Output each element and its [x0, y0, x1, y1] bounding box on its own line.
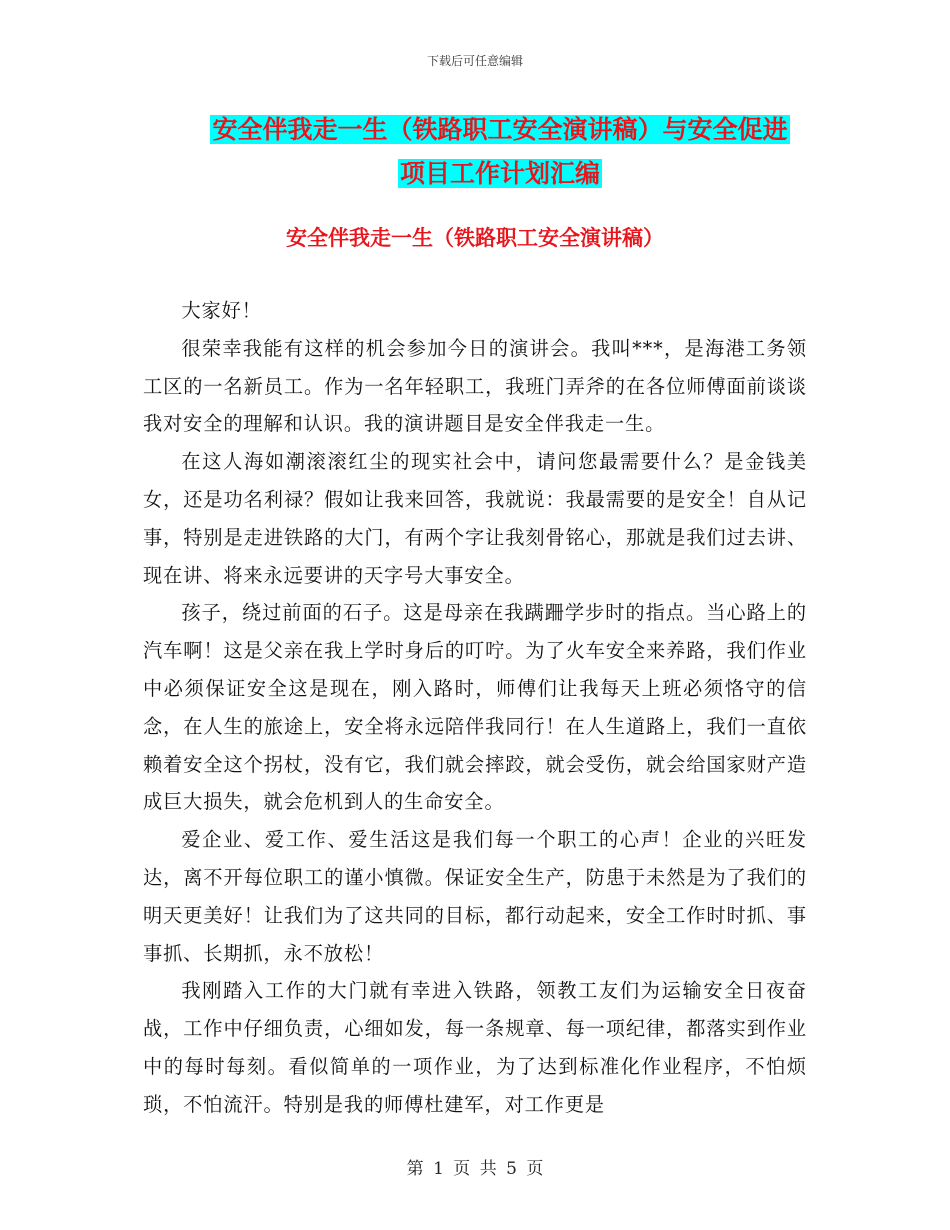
paragraph-introduction: 很荣幸我能有这样的机会参加今日的演讲会。我叫***，是海港工务领工区的一名新员工。作为一名年轻职工，我班门弄斧的在各位师傅面前谈谈我对安全的理解和认识。我的演讲题目是安全伴我走一生。 — [143, 336, 807, 436]
header-note: 下载后可任意编辑 — [426, 54, 523, 68]
document-title-line-2: 项目工作计划汇编 — [399, 159, 600, 188]
document-title-line-1: 安全伴我走一生（铁路职工安全演讲稿）与安全促进 — [212, 115, 788, 144]
paragraph-safety-need: 在这人海如潮滚滚红尘的现实社会中，请问您最需要什么？是金钱美女，还是功名利禄？假如让我来回答，我就说：我最需要的是安全！自从记事，特别是走进铁路的大门，有两个字让我刻骨铭心，那就是我们过去讲、现在讲、将来永远要讲的天字号大事安全。 — [143, 450, 807, 587]
page-footer: 第 1 页 共 5 页 — [406, 1159, 544, 1179]
paragraph-greeting: 大家好！ — [181, 299, 262, 322]
document-title — [140, 108, 860, 196]
section-title: 安全伴我走一生（铁路职工安全演讲稿） — [286, 226, 664, 250]
paragraph-workplace: 我刚踏入工作的大门就有幸进入铁路，领教工友们为运输安全日夜奋战，工作中仔细负责，心细如发，每一条规章、每一项纪律，都落实到作业中的每时每刻。看似简单的一项作业，为了达到标准化作业程序，不怕烦琐，不怕流汗。特别是我的师傅杜建军，对工作更是 — [143, 979, 807, 1116]
paragraph-life-safety: 孩子，绕过前面的石子。这是母亲在我蹒跚学步时的指点。当心路上的汽车啊！这是父亲在我上学时身后的叮咛。为了火车安全来养路，我们作业中必须保证安全这是现在，刚入路时，师傅们让我每天上班必须恪守的信念，在人生的旅途上，安全将永远陪伴我同行！在人生道路上，我们一直依赖着安全这个拐杖，没有它，我们就会摔跤，就会受伤，就会给国家财产造成巨大损失，就会危机到人的生命安全。 — [143, 601, 807, 814]
paragraph-enterprise: 爱企业、爱工作、爱生活这是我们每一个职工的心声！企业的兴旺发达，离不开每位职工的谨小慎微。保证安全生产，防患于未然是为了我们的明天更美好！让我们为了这共同的目标，都行动起来，安全工作时时抓、事事抓、长期抓，永不放松！ — [143, 828, 807, 965]
speech-body — [143, 292, 807, 1124]
